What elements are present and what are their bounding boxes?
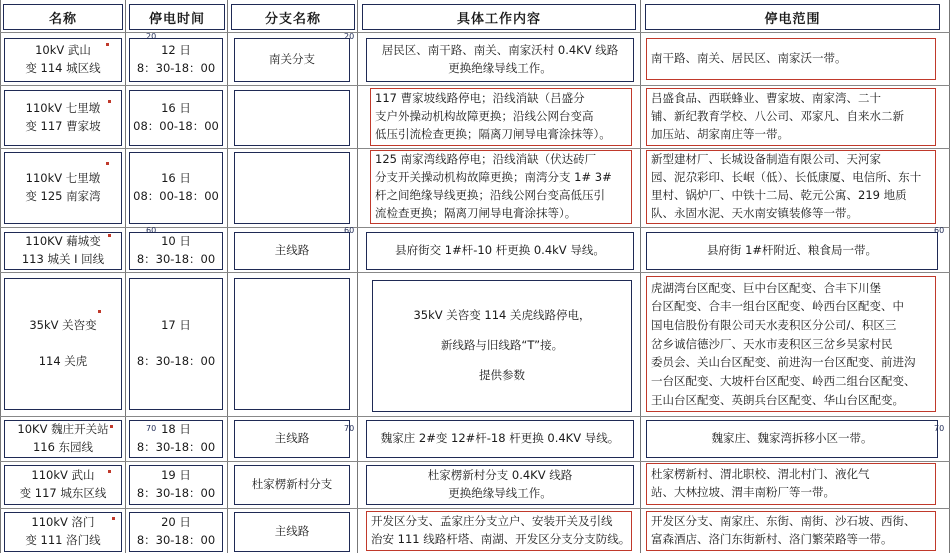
- cell-work: [366, 420, 634, 458]
- cell-branch: [234, 420, 350, 458]
- cell-name: [4, 512, 122, 552]
- cell-time: [129, 278, 223, 410]
- cell-text: 117 曹家坡线路停电；沿线消缺（吕盛分: [375, 91, 585, 106]
- cell-text: 新型建材厂、长城设备制造有限公司、天河家: [651, 152, 881, 167]
- cell-name: [4, 420, 122, 458]
- cell-work: [366, 232, 634, 270]
- red-dot: [108, 234, 111, 237]
- cell-branch: [234, 278, 350, 410]
- grid-line: [357, 0, 358, 553]
- cell-text: 35kV 关咨变: [29, 318, 97, 333]
- cell-work: [370, 150, 632, 224]
- cell-time: [129, 465, 223, 505]
- cell-text: 110kV 七里墩: [25, 101, 101, 116]
- margin-mark: 70: [934, 424, 945, 433]
- cell-text: 变 117 城东区线: [19, 486, 107, 500]
- cell-text: 114 关虎: [38, 354, 88, 368]
- cell-time: [129, 512, 223, 552]
- cell-text: 提供参数: [479, 367, 525, 382]
- cell-text: 8：30-18：00: [136, 486, 216, 500]
- cell-text: 吕盛食品、西联蜂业、曹家坡、南家湾、二十: [651, 91, 881, 106]
- cell-text: 17 日: [161, 318, 191, 333]
- red-dot: [106, 43, 109, 46]
- red-dot: [98, 310, 101, 313]
- cell-text: 队、永固水泥、天水南安镇装修等一带。: [651, 205, 858, 220]
- red-dot: [112, 517, 115, 520]
- margin-mark: 20: [146, 32, 157, 41]
- grid-line: [125, 0, 126, 553]
- cell-text: 10 日: [161, 234, 191, 249]
- grid-line: [640, 0, 641, 553]
- grid-line: [0, 32, 950, 33]
- cell-text: 10KV 魏庄开关站: [17, 422, 109, 437]
- cell-range: [646, 463, 936, 505]
- cell-text: 08：00-18：00: [133, 189, 219, 203]
- cell-text: 10kV 武山: [35, 43, 91, 58]
- grid-line: [0, 227, 950, 228]
- cell-text: 主线路: [274, 431, 310, 446]
- cell-text: 12 日: [161, 43, 191, 58]
- cell-range: [646, 420, 938, 458]
- cell-text: 县府街交 1#杆-10 杆更换 0.4kV 导线。: [395, 243, 605, 258]
- cell-name: [4, 278, 122, 410]
- cell-time: [129, 152, 223, 224]
- cell-text: 国电信股份有限公司天水麦积区分公司/、积区三: [651, 318, 897, 333]
- cell-text: 南干路、南关、居民区、南家沃一带。: [651, 51, 847, 66]
- cell-text: 更换绝缘导线工作。: [448, 486, 552, 500]
- cell-text: 治安 111 线路杆塔、南湖、开发区分支分支防线。: [371, 532, 631, 546]
- red-dot: [108, 100, 111, 103]
- cell-range: [646, 38, 936, 80]
- cell-text: 18 日: [161, 422, 191, 437]
- cell-text: 8：30-18：00: [136, 354, 216, 368]
- header-name: 名称: [3, 4, 123, 30]
- cell-branch: [234, 465, 350, 505]
- margin-mark: 60: [344, 226, 355, 235]
- cell-text: 35kV 关咨变 114 关虎线路停电，: [413, 308, 591, 323]
- cell-text: 杜家楞新村、渭北职校、渭北村门、液化气: [651, 467, 870, 482]
- cell-text: 8：30-18：00: [136, 61, 216, 75]
- cell-time: [129, 232, 223, 270]
- cell-text: 虎湖湾台区配变、巨中台区配变、合丰下川堡: [651, 280, 881, 295]
- cell-text: 116 东园线: [32, 440, 94, 454]
- cell-time: [129, 38, 223, 82]
- cell-text: 富森酒店、洛门东街新村、洛门繁荣路等一带。: [651, 532, 893, 546]
- grid-line: [0, 148, 950, 149]
- cell-text: 8：30-18：00: [136, 440, 216, 454]
- cell-range: [646, 88, 936, 146]
- cell-text: 变 114 城区线: [25, 61, 101, 75]
- cell-name: [4, 465, 122, 505]
- cell-text: 110kV 武山: [31, 468, 95, 483]
- cell-text: 16 日: [161, 171, 191, 186]
- cell-text: 110kV 洛门: [31, 515, 95, 530]
- cell-range: [646, 150, 936, 224]
- cell-text: 变 125 南家湾: [25, 189, 101, 203]
- grid-line: [227, 0, 228, 553]
- cell-work: [366, 38, 634, 82]
- cell-text: 铺、新纪教育学校、八公司、邓家凡、自来水二新: [651, 109, 904, 124]
- cell-text: 台区配变、合丰一组台区配变、岭西台区配变、中: [651, 299, 904, 314]
- cell-text: 居民区、南干路、南关、南家沃村 0.4KV 线路: [381, 43, 619, 58]
- margin-mark: 70: [146, 424, 157, 433]
- cell-text: 加压站、胡家南庄等一带。: [651, 126, 789, 141]
- cell-text: 低压引流检查更换；隔离刀闸导电膏涂抹等）。: [375, 126, 611, 141]
- margin-mark: 70: [344, 424, 355, 433]
- cell-branch: [234, 232, 350, 270]
- grid-line: [0, 508, 950, 509]
- cell-text: 08：00-18：00: [133, 119, 219, 133]
- header-range: 停电范围: [645, 4, 940, 30]
- cell-text: 19 日: [161, 468, 191, 483]
- cell-text: 县府街 1#杆附近、粮食局一带。: [706, 243, 878, 258]
- cell-text: 分支开关操动机构故障更换；南湾分支 1# 3#: [375, 170, 612, 185]
- cell-text: 站、大林拉坡、渭丰南粉厂等一带。: [651, 485, 835, 499]
- cell-work: [366, 511, 632, 551]
- margin-mark: 60: [146, 226, 157, 235]
- cell-range: [646, 276, 936, 412]
- cell-time: [129, 420, 223, 458]
- cell-name: [4, 152, 122, 224]
- cell-text: 110kV 七里墩: [25, 171, 101, 186]
- cell-text: 魏家庄 2#变 12#杆-18 杆更换 0.4KV 导线。: [380, 431, 620, 446]
- cell-text: 8：30-18：00: [136, 252, 216, 266]
- cell-text: 8：30-18：00: [136, 533, 216, 547]
- cell-text: 一台区配变、大坡杆台区配变、岭西二组台区配变、: [651, 373, 916, 388]
- grid-line: [0, 0, 1, 553]
- cell-name: [4, 232, 122, 270]
- cell-text: 杆之间绝缘导线更换；沿线公网台变高低压引: [375, 188, 605, 202]
- cell-text: 113 城关 I 回线: [21, 252, 105, 266]
- cell-work: [370, 88, 632, 146]
- cell-text: 开发区分支、孟家庄分支立户、安装开关及引线: [371, 514, 613, 529]
- header-time: 停电时间: [129, 4, 225, 30]
- cell-branch: [234, 512, 350, 552]
- grid-line: [0, 85, 950, 86]
- grid-line: [0, 461, 950, 462]
- cell-name: [4, 90, 122, 146]
- cell-text: 委员会、关山台区配变、前进沟一台区配变、前进沟: [651, 355, 916, 370]
- cell-text: 岔乡诚信德沙厂、天水市麦积区三岔乡吴家村民: [651, 336, 893, 351]
- cell-text: 里村、锅炉厂、中铁十二局、乾元公寓、219 地质: [651, 188, 907, 202]
- cell-name: [4, 38, 122, 82]
- cell-time: [129, 90, 223, 146]
- cell-text: 杜家楞新村分支 0.4KV 线路: [427, 468, 573, 483]
- cell-text: 园、泥尕彩印、长岷（低）、长低康厦、电信所、东十: [651, 170, 922, 185]
- cell-range: [646, 232, 938, 270]
- cell-text: 开发区分支、南家庄、东街、南街、沙石坡、西街、: [651, 514, 916, 529]
- cell-work: [366, 465, 634, 505]
- cell-text: 杜家楞新村分支: [251, 477, 333, 492]
- cell-text: 王山台区配变、英朗兵台区配变、华山台区配变。: [651, 392, 904, 407]
- cell-range: [646, 511, 936, 551]
- cell-branch: [234, 38, 350, 82]
- cell-text: 110KV 藉城变: [25, 234, 101, 249]
- margin-mark: 60: [934, 226, 945, 235]
- grid-line: [0, 272, 950, 273]
- cell-text: 变 111 洛门线: [25, 533, 101, 547]
- cell-text: 16 日: [161, 101, 191, 116]
- cell-text: 125 南家湾线路停电；沿线消缺（伏达砖厂: [375, 152, 597, 167]
- cell-text: 流检查更换；隔离刀闸导电膏涂抹等）。: [375, 205, 577, 220]
- cell-text: 变 117 曹家坡: [25, 119, 101, 133]
- red-dot: [106, 162, 109, 165]
- red-dot: [110, 425, 113, 428]
- header-branch: 分支名称: [231, 4, 355, 30]
- cell-text: 支户外操动机构故障更换；沿线公网台变高: [375, 109, 594, 124]
- cell-text: 主线路: [274, 243, 310, 258]
- margin-mark: 20: [344, 32, 355, 41]
- cell-work: [372, 280, 632, 412]
- cell-text: 魏家庄、魏家湾拆移小区一带。: [711, 431, 873, 446]
- cell-branch: [234, 90, 350, 146]
- cell-branch: [234, 152, 350, 224]
- cell-text: 主线路: [274, 524, 310, 539]
- header-work: 具体工作内容: [362, 4, 636, 30]
- cell-text: 新线路与旧线路“T”接。: [440, 338, 564, 353]
- red-dot: [108, 470, 111, 473]
- cell-text: 20 日: [161, 515, 191, 530]
- grid-line: [0, 416, 950, 417]
- cell-text: 更换绝缘导线工作。: [448, 61, 552, 75]
- cell-text: 南关分支: [269, 52, 315, 67]
